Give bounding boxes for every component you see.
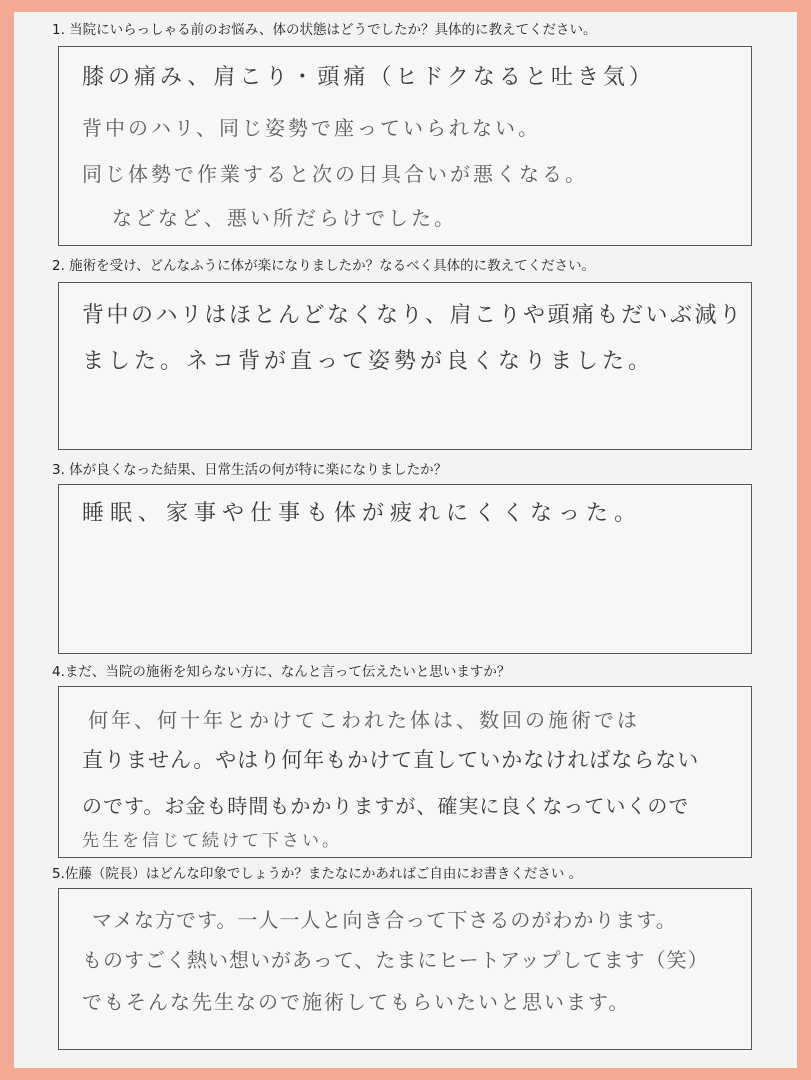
answer-5-line-3: でもそんな先生なので施術してもらいたいと思います。 [82,990,631,1014]
question-2-title: 2. 施術を受け、どんなふうに体が楽になりましたか？なるべく具体的に教えてください。 [52,258,596,274]
answer-5-line-1: マメな方です。一人一人と向き合って下さるのがわかります。 [92,908,677,932]
question-1-title: 1. 当院にいらっしゃる前のお悩み、体の状態はどうでしたか？具体的に教えてください。 [52,22,597,38]
answer-2-line-2: ました。ネコ背が直って姿勢が良くなりました。 [82,349,655,374]
answer-4-line-2: 直りません。やはり何年もかけて直していかなければならない [82,748,700,772]
question-4-title: 4.まだ、当院の施術を知らない方に、なんと言って伝えたいと思いますか？ [52,664,511,680]
question-3-title: 3. 体が良くなった結果、日常生活の何が特に楽になりましたか？ [52,462,448,478]
answer-5-line-2: ものすごく熱い想いがあって、たまにヒートアップしてます（笑） [82,948,709,972]
answer-1-line-2: 背中のハリ、同じ姿勢で座っていられない。 [82,116,541,140]
answer-1-line-1: 膝の痛み、肩こり・頭痛（ヒドクなると吐き気） [82,65,655,90]
answer-3-line-1: 睡眠、家事や仕事も体が疲れにくくなった。 [82,501,643,526]
answer-4-line-3: のです。お金も時間もかかりますが、確実に良くなっていくので [82,794,690,818]
question-5-title: 5.佐藤（院長）はどんな印象でしょうか？またなにかあればご自由にお書きください 。 [52,866,583,882]
answer-4-line-4: 先生を信じて続けて下さい。 [82,831,342,851]
answer-4-line-1: 何年、何十年とかけてこわれた体は、数回の施術では [88,708,640,732]
answer-1-line-3: 同じ体勢で作業すると次の日具合いが悪くなる。 [82,162,588,186]
answer-1-line-4: などなど、悪い所だらけでした。 [112,206,457,230]
answer-2-line-1: 背中のハリはほとんどなくなり、肩こりや頭痛もだいぶ減り [82,303,744,328]
